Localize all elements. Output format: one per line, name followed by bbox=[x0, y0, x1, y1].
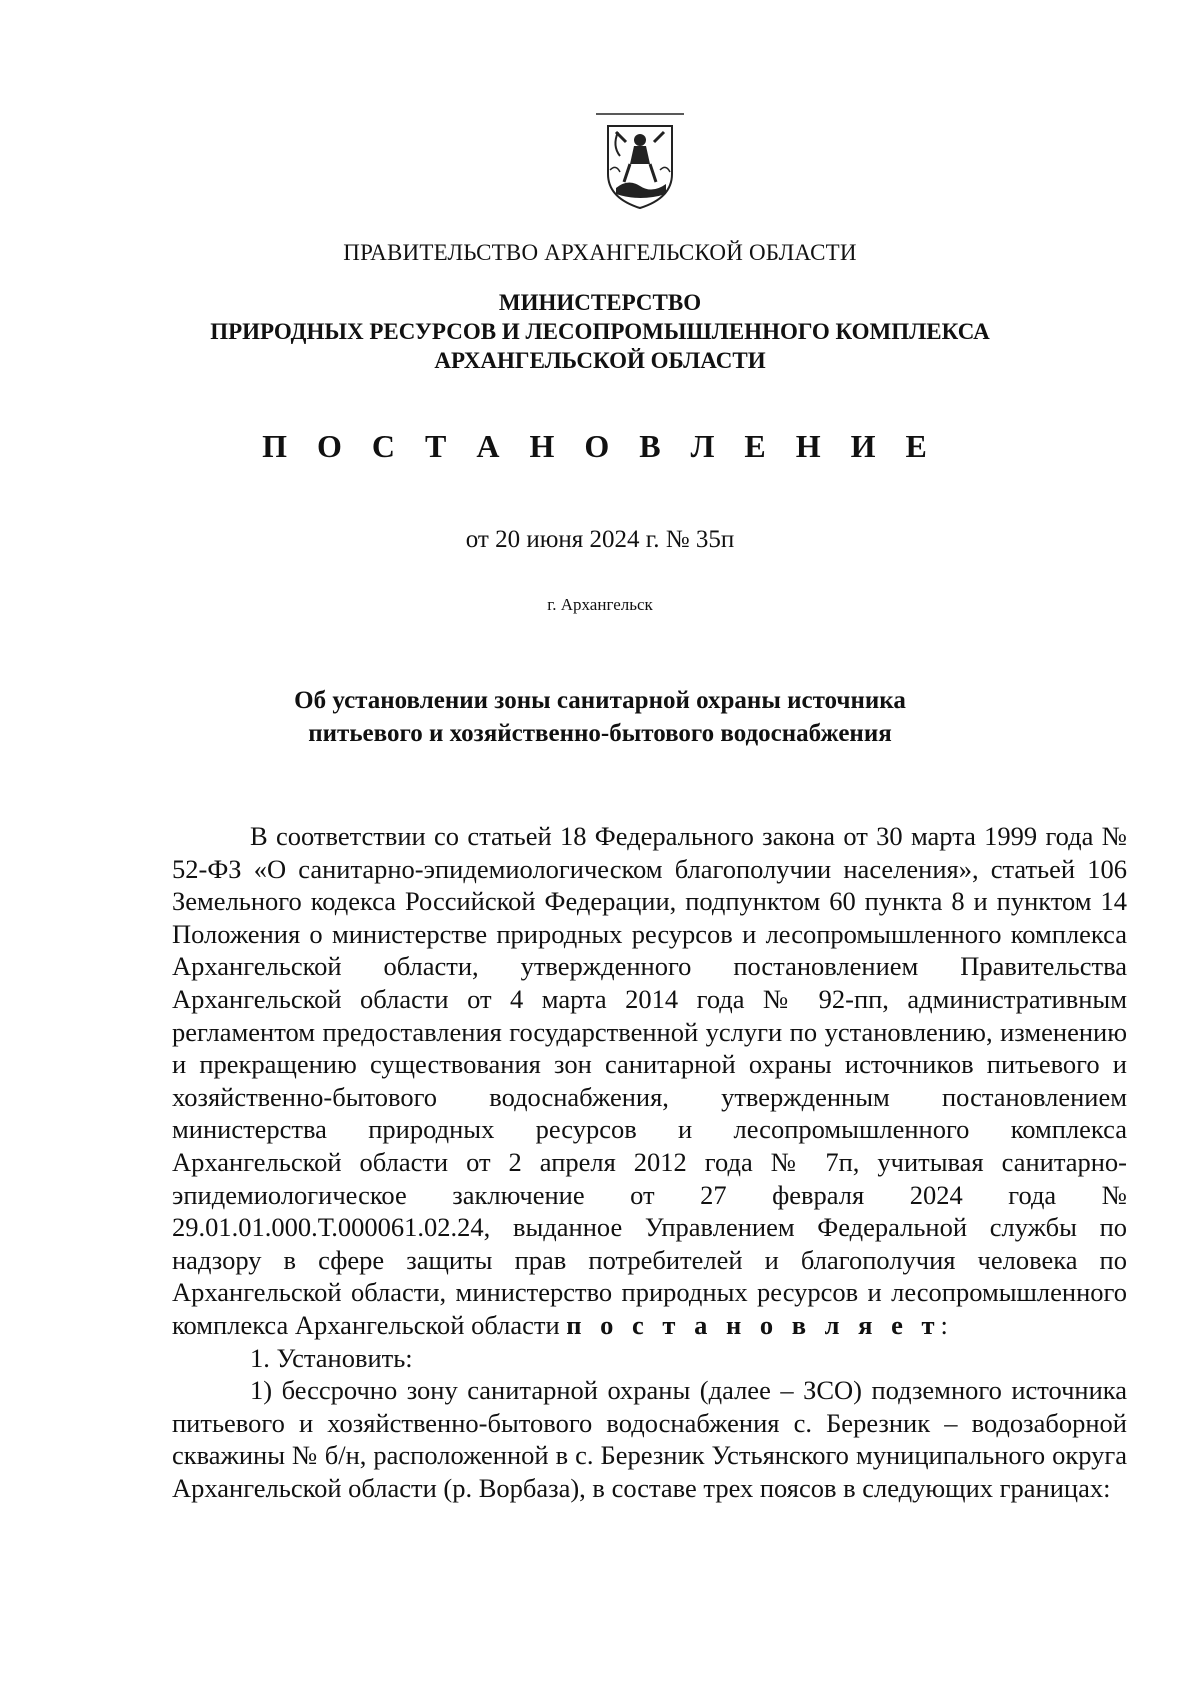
document-type: П О С Т А Н О В Л Е Н И Е bbox=[262, 428, 938, 464]
ministry-line: ПРИРОДНЫХ РЕСУРСОВ И ЛЕСОПРОМЫШЛЕННОГО КОМПЛЕКСА bbox=[210, 319, 990, 344]
ministry-line: МИНИСТЕРСТВО bbox=[498, 290, 702, 315]
coat-of-arms-icon bbox=[596, 112, 684, 212]
ministry-name bbox=[0, 288, 1200, 375]
ministry-line: АРХАНГЕЛЬСКОЙ ОБЛАСТИ bbox=[434, 348, 766, 373]
document-body bbox=[172, 820, 1127, 1504]
item-1: 1. Установить: bbox=[250, 1342, 413, 1373]
preamble-text: В соответствии со статьей 18 Федерального закона от 30 марта 1999 года № 52-ФЗ «О санитарно-эпидемиологическом благополучии населения», статьей 106 Земельного кодекса Российской Федерации, подпунктом 60 пункта 8 и пунктом 14 Положения о министерстве природных ресурсов и лесопромышленного комплекса Архангельской области, утвержденного постановлением Правительства Архангельской области от 4 марта 2014 года № 92-пп, административным регламентом предоставления государственной услуги по установлению, изменению и прекращению существования зон санитарной охраны источников питьевого и хозяйственно-бытового водоснабжения, утвержденным постановлением министерства природных ресурсов и лесопромышленного комплекса Архангельской области от 2 апреля 2012 года № 7п, учитывая санитарно-эпидемиологическое заключение от 27 февраля 2024 года № 29.01.01.000.Т.000061.02.24, выданное Управлением Федеральной службы по надзору в сфере защиты прав потребителей и благополучия человека по Архангельской области, министерство природных ресурсов и лесопромышленного комплекса Архангельской области bbox=[172, 821, 1127, 1340]
item-1-1: 1) бессрочно зону санитарной охраны (далее – ЗСО) подземного источника питьевого и хозяйственно-бытового водоснабжения с. Березник – водозаборной скважины № б/н, расположенной в с. Березник Устьянского муниципального округа Архангельской области (р. Ворбаза), в составе трех поясов в следующих границах: bbox=[172, 1375, 1127, 1503]
government-name: ПРАВИТЕЛЬСТВО АРХАНГЕЛЬСКОЙ ОБЛАСТИ bbox=[343, 240, 857, 265]
document-title-line: Об установлении зоны санитарной охраны источника bbox=[294, 687, 906, 714]
document-title-line: питьевого и хозяйственно-бытового водоснабжения bbox=[308, 720, 892, 747]
decrees-word: п о с т а н о в л я е т bbox=[566, 1309, 941, 1340]
decrees-colon: : bbox=[940, 1309, 948, 1340]
document-title bbox=[0, 684, 1200, 750]
document-date-number: от 20 июня 2024 г. № 35п bbox=[465, 526, 735, 553]
document-city: г. Архангельск bbox=[547, 595, 653, 614]
preamble-paragraph bbox=[172, 820, 1127, 1342]
